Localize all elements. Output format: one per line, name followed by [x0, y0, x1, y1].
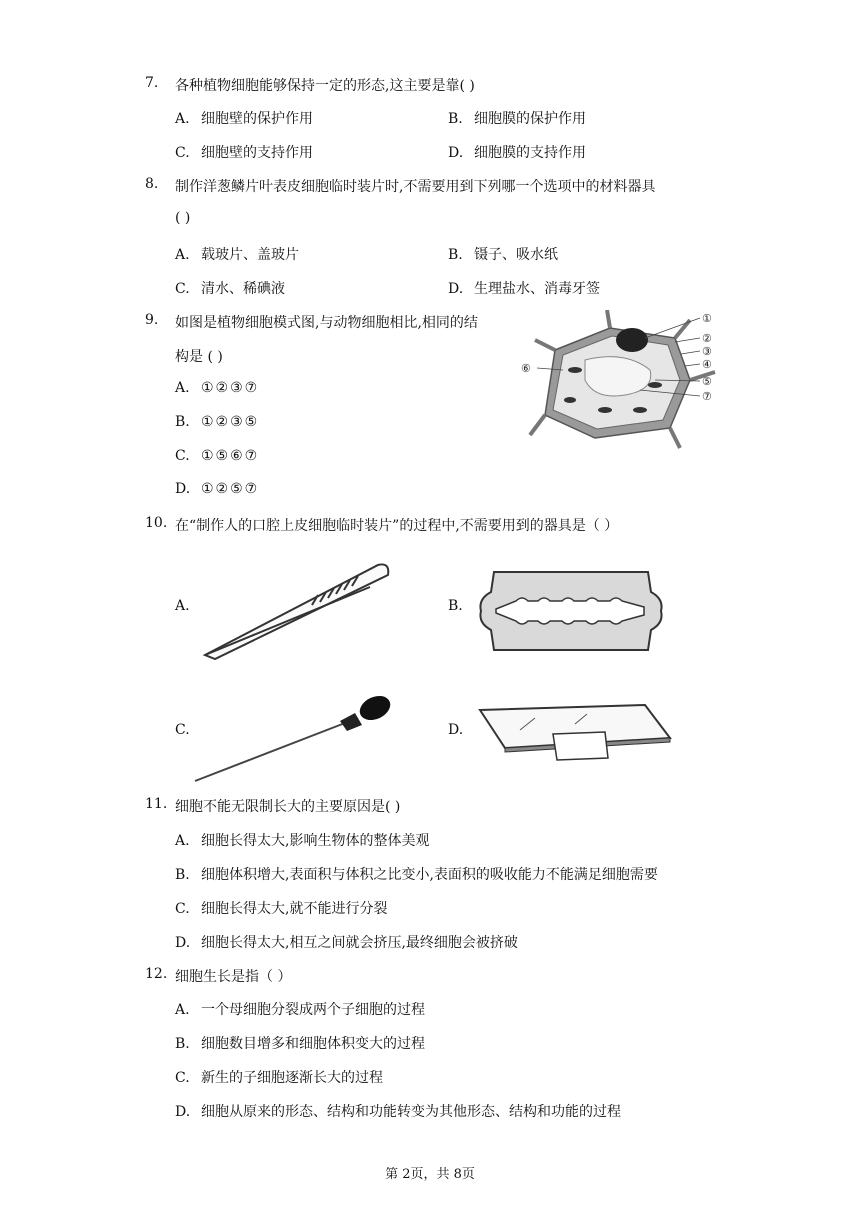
answer-bracket: ( )	[175, 210, 191, 226]
option-b[interactable]: B. 细胞膜的保护作用	[448, 111, 586, 127]
label-4: ④	[702, 358, 712, 371]
question-text: 如图是植物细胞模式图,与动物细胞相比,相同的结	[175, 315, 478, 331]
question-text: 细胞生长是指（ ）	[175, 969, 292, 985]
option-d[interactable]: D. 细胞膜的支持作用	[448, 145, 586, 161]
question-text: 制作洋葱鳞片叶表皮细胞临时装片时,不需要用到下列哪一个选项中的材料器具	[175, 179, 656, 195]
option-a[interactable]: A. ①②③⑦	[175, 380, 260, 396]
plant-cell-diagram	[515, 310, 720, 450]
label-2: ②	[702, 332, 712, 345]
option-d[interactable]: D. 生理盐水、消毒牙签	[448, 281, 600, 297]
question-number: 7.	[145, 75, 159, 91]
option-a[interactable]: A.	[175, 598, 190, 614]
label-5: ⑤	[702, 375, 712, 388]
option-c[interactable]: C. 清水、稀碘液	[175, 281, 285, 297]
option-d[interactable]: D.	[448, 722, 464, 738]
razor-blade-icon	[476, 567, 666, 655]
question-number: 12.	[145, 966, 168, 982]
option-d[interactable]: D. 细胞从原来的形态、结构和功能转变为其他形态、结构和功能的过程	[175, 1104, 621, 1120]
tweezers-icon	[200, 557, 395, 662]
question-number: 8.	[145, 176, 159, 192]
option-c[interactable]: C. ①⑤⑥⑦	[175, 448, 260, 464]
label-7: ⑦	[702, 390, 712, 403]
glass-slide-icon	[475, 700, 675, 765]
question-number: 11.	[145, 796, 168, 812]
option-d[interactable]: D. ①②⑤⑦	[175, 481, 260, 497]
page-footer: 第 2页，共 8页	[385, 1167, 475, 1182]
option-b[interactable]: B.	[448, 598, 463, 614]
label-1: ①	[702, 312, 712, 325]
question-text: 细胞不能无限制长大的主要原因是( )	[175, 799, 401, 815]
question-number: 10.	[145, 515, 168, 531]
option-b[interactable]: B. 细胞数目增多和细胞体积变大的过程	[175, 1036, 425, 1052]
option-a[interactable]: A. 一个母细胞分裂成两个子细胞的过程	[175, 1002, 425, 1018]
option-a[interactable]: A. 细胞长得太大,影响生物体的整体美观	[175, 833, 430, 849]
option-a[interactable]: A. 细胞壁的保护作用	[175, 111, 313, 127]
option-c[interactable]: C.	[175, 722, 190, 738]
option-c[interactable]: C. 新生的子细胞逐渐长大的过程	[175, 1070, 383, 1086]
option-b[interactable]: B. ①②③⑤	[175, 414, 260, 430]
option-c[interactable]: C. 细胞壁的支持作用	[175, 145, 313, 161]
question-text: 各种植物细胞能够保持一定的形态,这主要是靠( )	[175, 78, 475, 94]
question-number: 9.	[145, 312, 159, 328]
dropper-icon	[190, 693, 395, 783]
option-b[interactable]: B. 细胞体积增大,表面积与体积之比变小,表面积的吸收能力不能满足细胞需要	[175, 867, 658, 883]
option-d[interactable]: D. 细胞长得太大,相互之间就会挤压,最终细胞会被挤破	[175, 935, 518, 951]
label-6: ⑥	[521, 362, 531, 375]
option-a[interactable]: A. 载玻片、盖玻片	[175, 247, 299, 263]
question-text: 在“制作人的口腔上皮细胞临时装片”的过程中,不需要用到的器具是（ ）	[175, 518, 619, 534]
option-c[interactable]: C. 细胞长得太大,就不能进行分裂	[175, 901, 388, 917]
answer-bracket: 构是 ( )	[175, 349, 223, 365]
label-3: ③	[702, 345, 712, 358]
option-b[interactable]: B. 镊子、吸水纸	[448, 247, 558, 263]
